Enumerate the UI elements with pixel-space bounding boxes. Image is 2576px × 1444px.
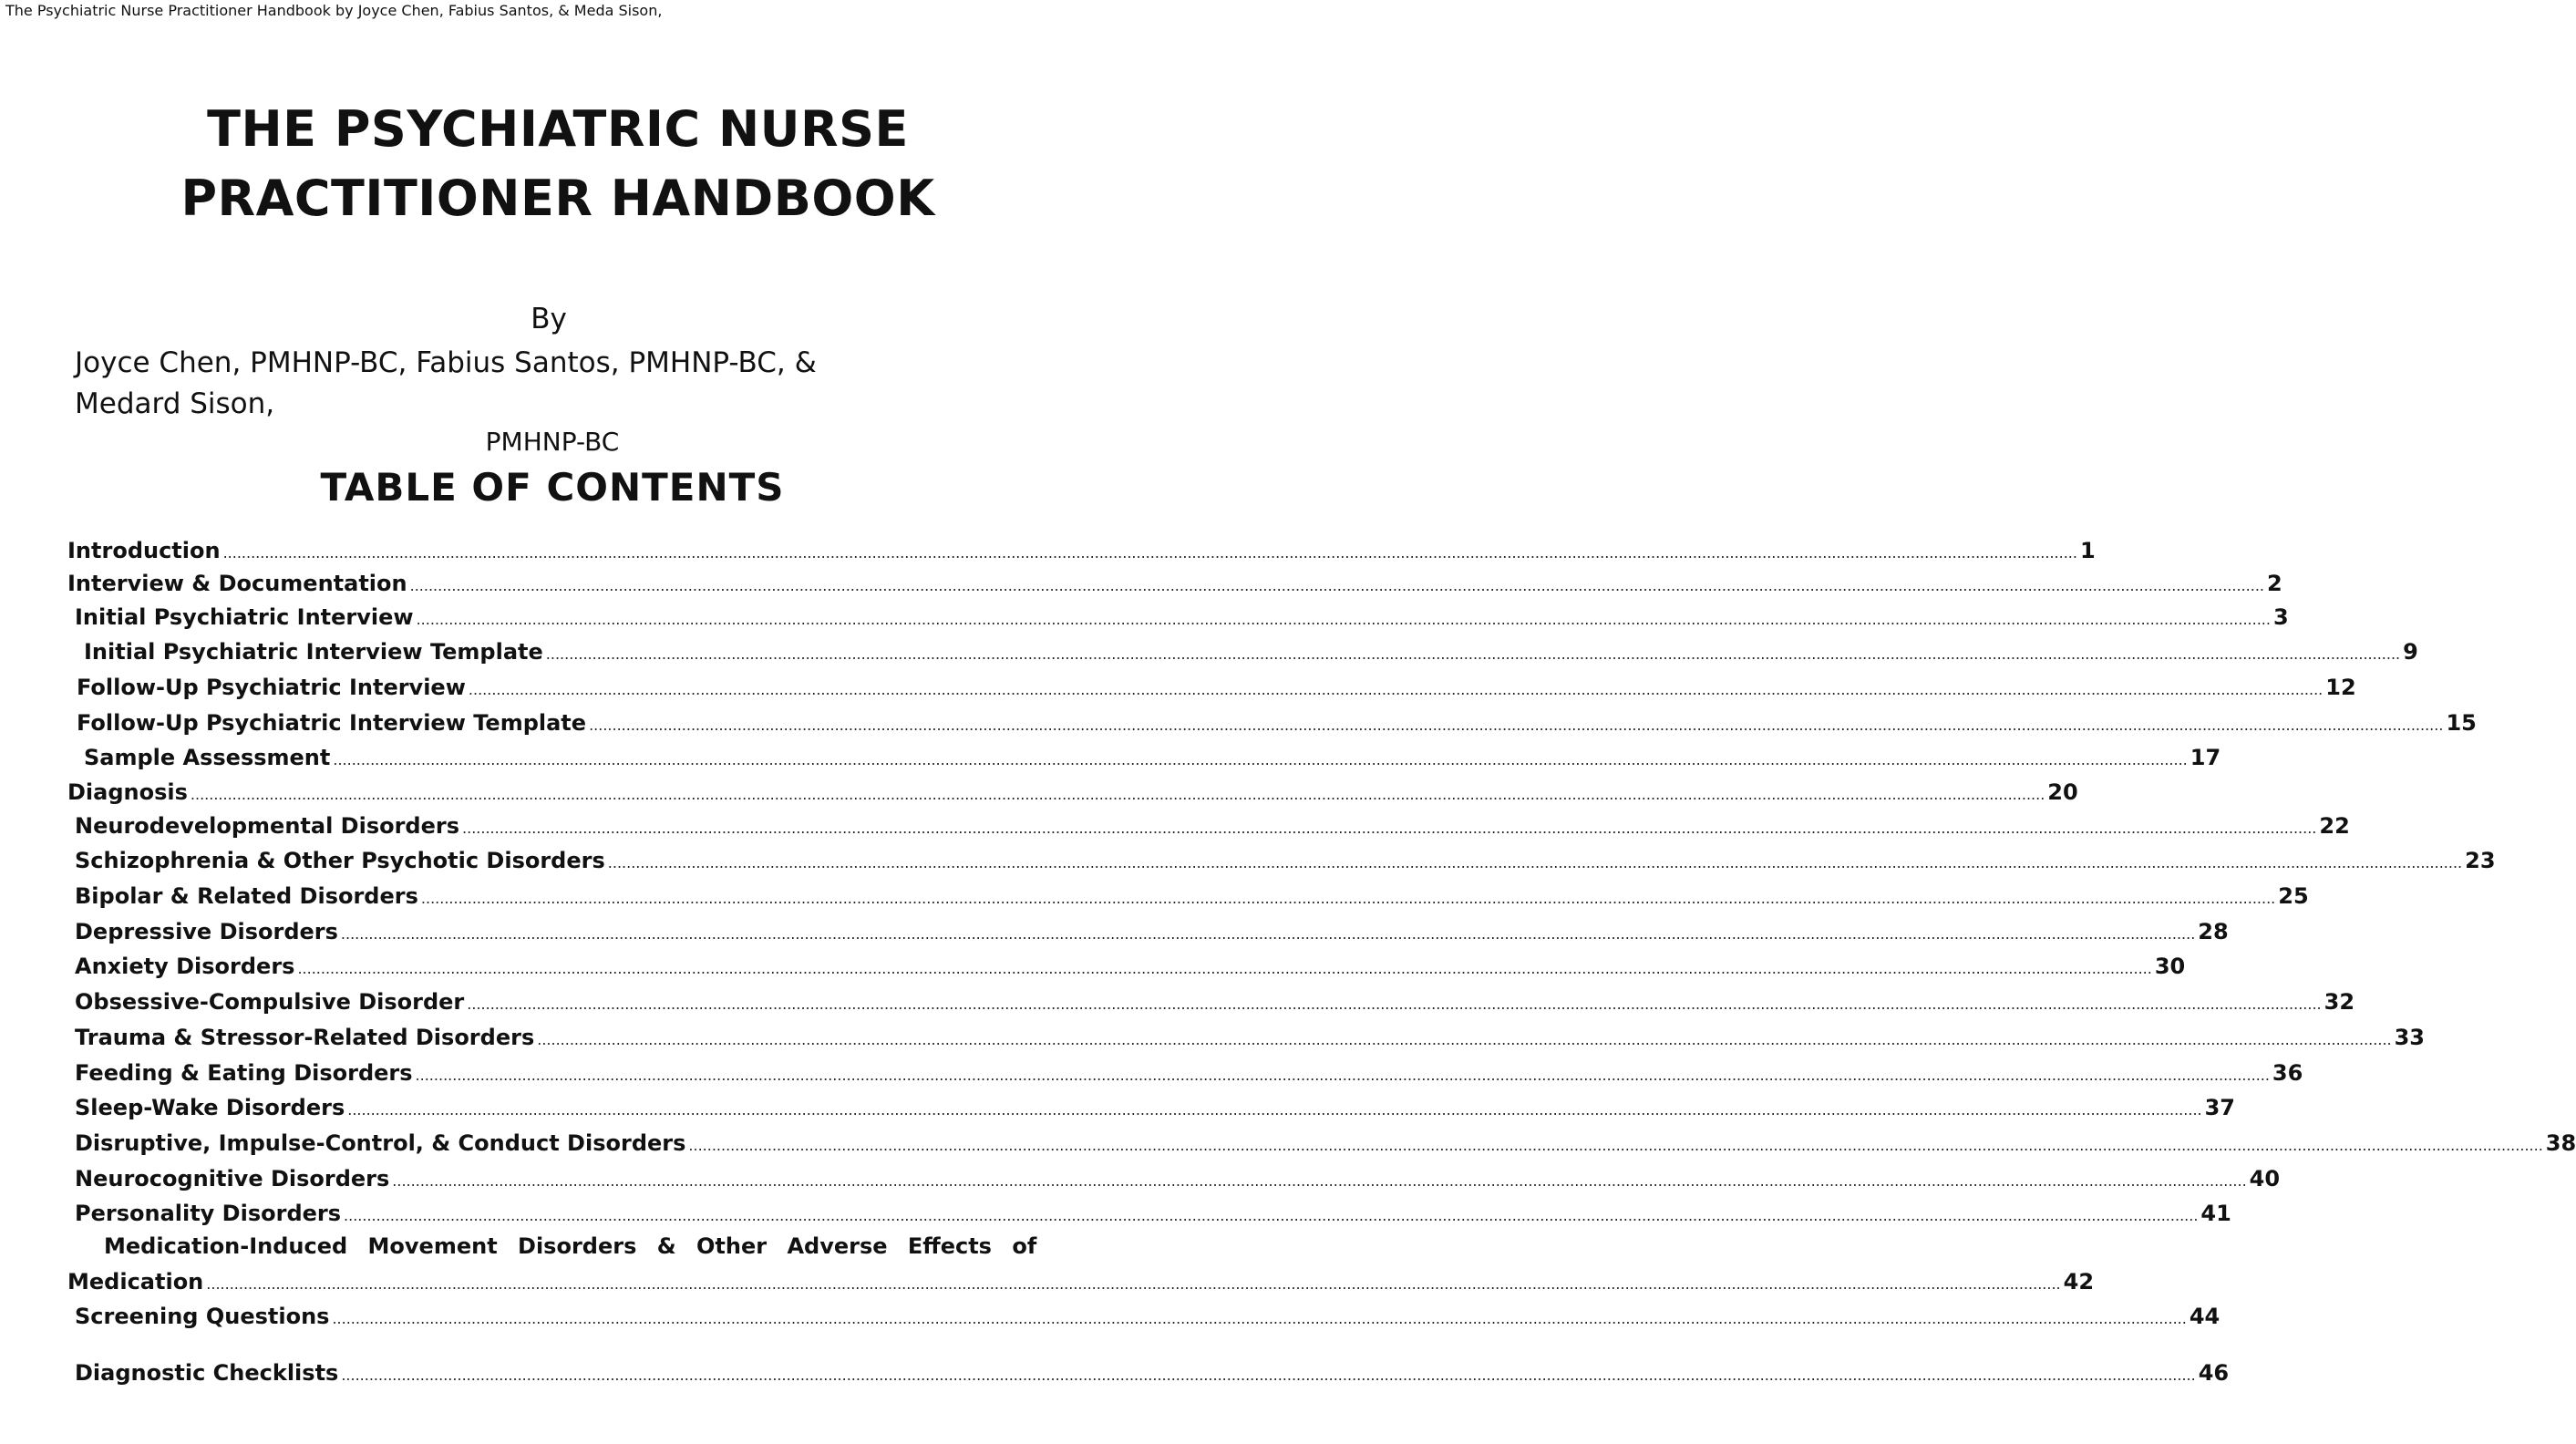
toc-entry-page-number: 46: [2198, 1360, 2230, 1386]
toc-entry-page-number: 30: [2154, 954, 2186, 979]
toc-entry[interactable]: [75, 882, 2309, 913]
toc-entry-label: Neurocognitive Disorders: [75, 1166, 390, 1191]
toc-entry-label: Initial Psychiatric Interview: [75, 604, 414, 630]
toc-entry-label: Neurodevelopmental Disorders: [75, 813, 460, 839]
toc-entry-page-number: 33: [2394, 1025, 2426, 1050]
dot-leader: ................................................................................................................................................................................................................................................................................................................................................................................................................: [688, 1137, 2543, 1154]
toc-entry-page-number: 36: [2272, 1060, 2303, 1086]
toc-entry-page-number: 15: [2446, 710, 2477, 736]
dot-leader: ................................................................................................................................................................................................................................................................................................................................................................................................................: [545, 645, 2401, 663]
toc-entry[interactable]: [75, 1093, 2236, 1125]
toc-entry-label: Trauma & Stressor-Related Disorders: [75, 1025, 535, 1050]
toc-entry-page-number: 2: [2266, 571, 2282, 596]
dot-leader: ................................................................................................................................................................................................................................................................................................................................................................................................................: [190, 786, 2045, 803]
dot-leader: ................................................................................................................................................................................................................................................................................................................................................................................................................: [420, 890, 2276, 907]
toc-entry[interactable]: [75, 1358, 2230, 1390]
toc-entry-label: Screening Questions: [75, 1304, 330, 1329]
toc-entry-label: Depressive Disorders: [75, 919, 338, 944]
toc-entry[interactable]: [67, 569, 2282, 601]
toc-entry-label: Sample Assessment: [84, 745, 331, 770]
book-title-line-2: PRACTITIONER HANDBOOK: [180, 170, 935, 227]
toc-entry[interactable]: [75, 1302, 2221, 1334]
toc-entry-page-number: 37: [2204, 1095, 2236, 1120]
toc-entry-label: Introduction: [67, 538, 221, 563]
dot-leader: ................................................................................................................................................................................................................................................................................................................................................................................................................: [468, 681, 2324, 698]
dot-leader: ................................................................................................................................................................................................................................................................................................................................................................................................................: [297, 960, 2152, 977]
toc-entry[interactable]: [84, 637, 2418, 669]
toc-entry-page-number: 20: [2047, 779, 2078, 805]
toc-entry-page-number: 44: [2189, 1304, 2221, 1329]
toc-entry[interactable]: [67, 1267, 2095, 1299]
dot-leader: ................................................................................................................................................................................................................................................................................................................................................................................................................: [537, 1031, 2392, 1048]
toc-entry-page-number: 32: [2324, 989, 2355, 1015]
dot-leader: ................................................................................................................................................................................................................................................................................................................................................................................................................: [344, 1207, 2199, 1224]
dot-leader: ................................................................................................................................................................................................................................................................................................................................................................................................................: [340, 925, 2196, 943]
toc-entry-label: Obsessive-Compulsive Disorder: [75, 989, 465, 1015]
dot-leader: ................................................................................................................................................................................................................................................................................................................................................................................................................: [333, 751, 2188, 768]
toc-entry-label: Medication: [67, 1269, 204, 1294]
toc-entry-label: Schizophrenia & Other Psychotic Disorders: [75, 848, 605, 873]
dot-leader: ................................................................................................................................................................................................................................................................................................................................................................................................................: [462, 820, 2317, 837]
toc-entry[interactable]: [75, 811, 2350, 843]
toc-entry[interactable]: [75, 987, 2355, 1019]
toc-entry-label: Feeding & Eating Disorders: [75, 1060, 413, 1086]
toc-entry[interactable]: [75, 1164, 2281, 1196]
toc-entry-label: Interview & Documentation: [67, 571, 407, 596]
toc-entry-page-number: 3: [2272, 604, 2289, 630]
dot-leader: ................................................................................................................................................................................................................................................................................................................................................................................................................: [415, 1067, 2270, 1084]
toc-entry-page-number: 42: [2063, 1269, 2095, 1294]
toc-entry-page-number: 40: [2249, 1166, 2281, 1191]
toc-entry-label-continued: Medication-Induced Movement Disorders & Other Adverse Effects of: [104, 1233, 1037, 1259]
dot-leader: ................................................................................................................................................................................................................................................................................................................................................................................................................: [206, 1275, 2061, 1293]
toc-entry[interactable]: [75, 603, 2289, 634]
toc-entry[interactable]: [75, 1129, 2576, 1160]
dot-leader: ................................................................................................................................................................................................................................................................................................................................................................................................................: [589, 717, 2444, 734]
dot-leader: ................................................................................................................................................................................................................................................................................................................................................................................................................: [347, 1101, 2202, 1119]
toc-entry[interactable]: [77, 673, 2356, 705]
byline-by: By: [531, 303, 567, 335]
dot-leader: ................................................................................................................................................................................................................................................................................................................................................................................................................: [416, 611, 2271, 628]
toc-entry-page-number: 12: [2325, 675, 2356, 700]
toc-entry-label: Follow-Up Psychiatric Interview: [77, 675, 466, 700]
toc-entry[interactable]: [75, 1058, 2303, 1090]
toc-entry[interactable]: [77, 708, 2477, 740]
toc-entry-page-number: 41: [2200, 1201, 2231, 1226]
toc-entry-page-number: 38: [2545, 1130, 2576, 1156]
toc-entry-page-number: 23: [2465, 848, 2496, 873]
toc-entry[interactable]: [75, 846, 2496, 878]
dot-leader: ................................................................................................................................................................................................................................................................................................................................................................................................................: [467, 995, 2322, 1013]
toc-entry-label: Personality Disorders: [75, 1201, 342, 1226]
dot-leader: ................................................................................................................................................................................................................................................................................................................................................................................................................: [341, 1367, 2196, 1384]
dot-leader: ................................................................................................................................................................................................................................................................................................................................................................................................................: [222, 544, 2077, 562]
toc-entry-page-number: 17: [2190, 745, 2221, 770]
toc-entry[interactable]: [67, 536, 2096, 568]
toc-entry-label: Diagnosis: [67, 779, 188, 805]
toc-entry[interactable]: [75, 1023, 2426, 1055]
book-title-line-1: THE PSYCHIATRIC NURSE: [207, 100, 909, 158]
toc-entry-label: Bipolar & Related Disorders: [75, 883, 418, 909]
toc-entry[interactable]: [67, 778, 2078, 810]
dot-leader: ................................................................................................................................................................................................................................................................................................................................................................................................................: [607, 854, 2463, 872]
author-line-1: Joyce Chen, PMHNP-BC, Fabius Santos, PMHNP-BC, &: [75, 346, 817, 379]
toc-entry-label: Diagnostic Checklists: [75, 1360, 339, 1386]
toc-entry[interactable]: [75, 1199, 2231, 1231]
dot-leader: ................................................................................................................................................................................................................................................................................................................................................................................................................: [409, 577, 2264, 594]
author-list: [75, 343, 1041, 425]
toc-entry-page-number: 25: [2278, 883, 2309, 909]
toc-entry-label: Initial Psychiatric Interview Template: [84, 639, 543, 665]
toc-entry-page-number: 1: [2079, 538, 2096, 563]
toc-entry-page-number: 28: [2198, 919, 2229, 944]
toc-heading: TABLE OF CONTENTS: [320, 465, 785, 510]
running-header: The Psychiatric Nurse Practitioner Handbook by Joyce Chen, Fabius Santos, & Meda Sison,: [5, 2, 663, 19]
toc-entry[interactable]: [75, 952, 2186, 984]
toc-entry[interactable]: [75, 917, 2229, 949]
author-line-2: Medard Sison,: [75, 387, 275, 420]
toc-entry-label: Follow-Up Psychiatric Interview Template: [77, 710, 587, 736]
toc-entry-page-number: 22: [2319, 813, 2350, 839]
toc-entry-page-number: 9: [2403, 639, 2418, 665]
toc-entry-label: Disruptive, Impulse-Control, & Conduct Disorders: [75, 1130, 686, 1156]
dot-leader: ................................................................................................................................................................................................................................................................................................................................................................................................................: [332, 1310, 2187, 1327]
toc-entry-label: Anxiety Disorders: [75, 954, 295, 979]
book-title: [0, 95, 1116, 233]
author-credential: PMHNP-BC: [485, 427, 620, 457]
toc-entry[interactable]: [84, 743, 2221, 775]
dot-leader: ................................................................................................................................................................................................................................................................................................................................................................................................................: [392, 1172, 2247, 1190]
toc-entry-label: Sleep-Wake Disorders: [75, 1095, 345, 1120]
